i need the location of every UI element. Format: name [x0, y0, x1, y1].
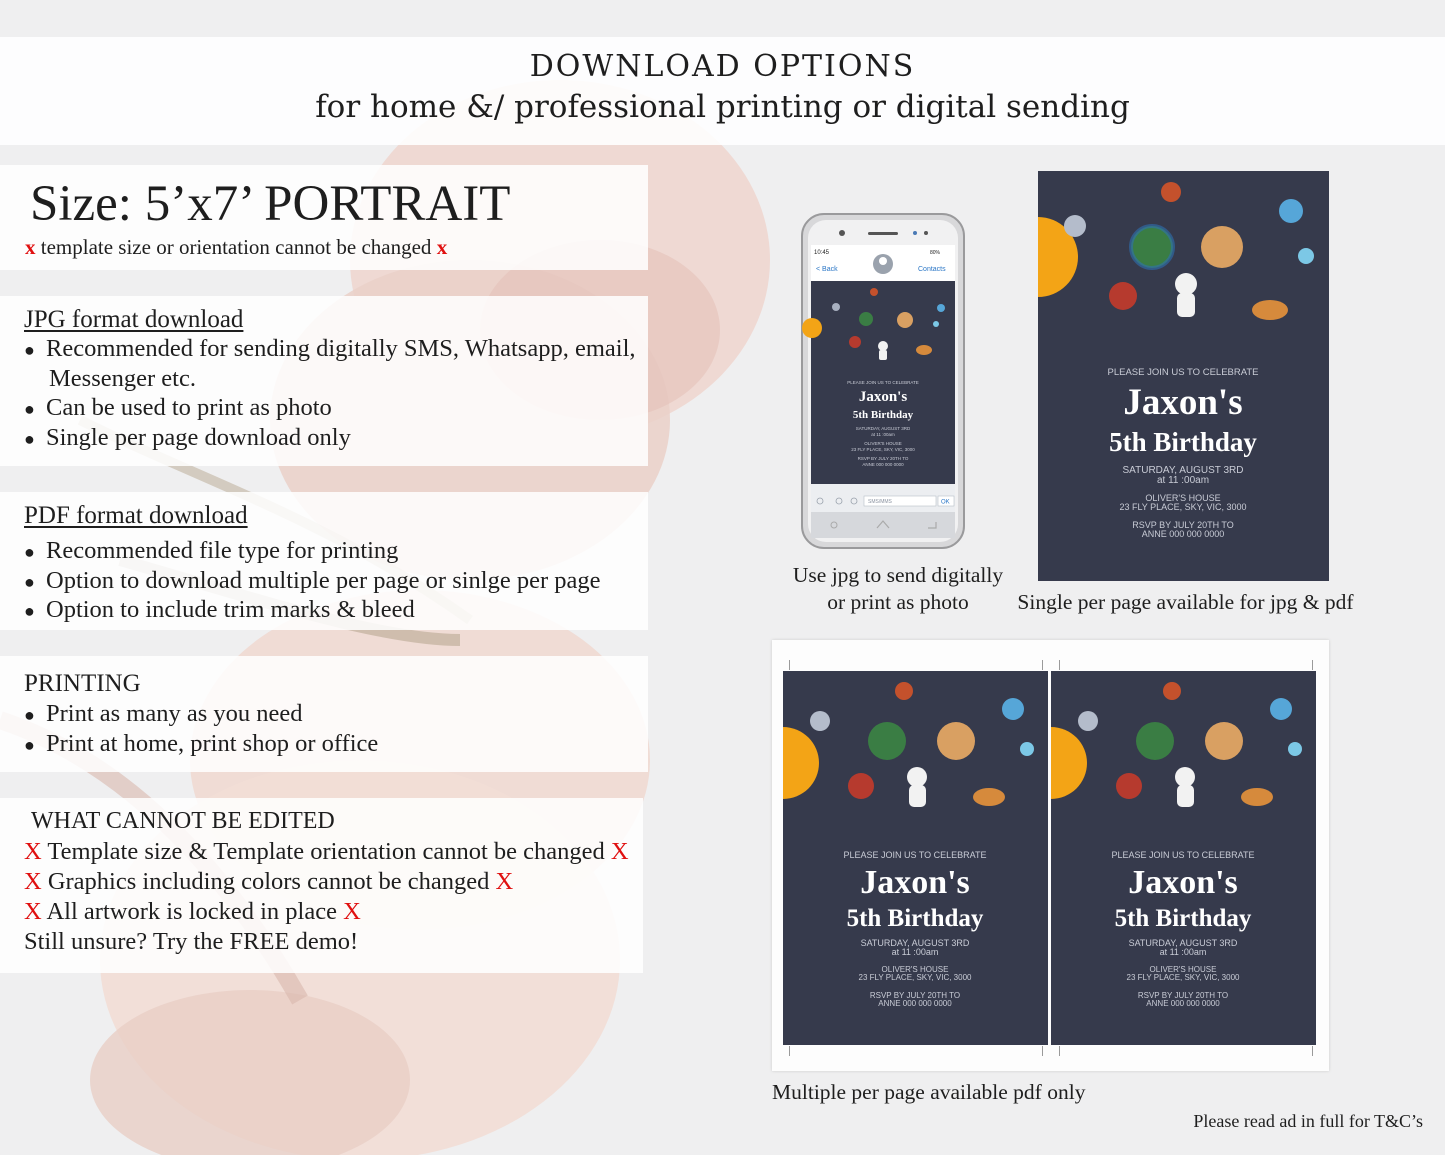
footnote: Please read ad in full for T&C’s: [1193, 1111, 1423, 1131]
svg-text:Contacts: Contacts: [918, 266, 946, 273]
list-item: ● Option to download multiple per page or sinlge per page: [24, 567, 601, 594]
svg-text:Jaxon's: Jaxon's: [860, 864, 970, 901]
phone-caption: Use jpg to send digitally or print as photo: [792, 563, 1004, 614]
svg-text:at 11 :00am: at 11 :00am: [1159, 947, 1207, 957]
svg-text:5th Birthday: 5th Birthday: [1109, 427, 1257, 457]
list-item: ● Recommended file type for printing: [24, 537, 399, 564]
list-item: X All artwork is locked in place X: [24, 898, 361, 925]
list-item: X Graphics including colors cannot be changed X: [24, 868, 514, 895]
pdf-panel: [0, 492, 648, 630]
list-item: ● Option to include trim marks & bleed: [24, 596, 415, 623]
svg-text:Jaxon's: Jaxon's: [1128, 864, 1238, 901]
svg-text:23 FLY PLACE, SKY, VIC, 3000: 23 FLY PLACE, SKY, VIC, 3000: [858, 973, 972, 982]
list-item: ● Single per page download only: [24, 424, 351, 451]
size-note: [25, 235, 447, 260]
svg-text:OLIVER'S HOUSE: OLIVER'S HOUSE: [1145, 493, 1221, 503]
svg-text:SMS/MMS: SMS/MMS: [868, 499, 892, 505]
phone-mockup: [800, 212, 966, 550]
svg-text:ANNE 000 000 0000: ANNE 000 000 0000: [1146, 999, 1220, 1008]
svg-text:PLEASE JOIN US TO CELEBRATE: PLEASE JOIN US TO CELEBRATE: [843, 850, 987, 860]
cannot-edit-heading: WHAT CANNOT BE EDITED: [31, 808, 335, 834]
svg-text:80%: 80%: [930, 250, 941, 256]
svg-text:5th Birthday: 5th Birthday: [852, 409, 914, 421]
multiple-per-page-sheet: [772, 640, 1329, 1071]
invitation-right-image: [1051, 671, 1316, 1045]
svg-text:SATURDAY, AUGUST 3RD: SATURDAY, AUGUST 3RD: [1122, 465, 1244, 476]
svg-text:OLIVER'S HOUSE: OLIVER'S HOUSE: [881, 965, 949, 974]
svg-text:OLIVER'S HOUSE: OLIVER'S HOUSE: [1149, 965, 1217, 974]
size-title: Size: 5’x7’ PORTRAIT: [30, 176, 511, 232]
x-mark: x: [436, 235, 448, 259]
svg-text:PLEASE JOIN US TO CELEBRATE: PLEASE JOIN US TO CELEBRATE: [847, 380, 919, 385]
svg-text:OK: OK: [941, 499, 950, 506]
svg-text:RSVP BY JULY 20TH TO: RSVP BY JULY 20TH TO: [1132, 520, 1234, 530]
svg-text:SATURDAY, AUGUST 3RD: SATURDAY, AUGUST 3RD: [860, 938, 970, 948]
svg-text:5th Birthday: 5th Birthday: [1114, 905, 1252, 932]
svg-text:RSVP BY JULY 20TH TO: RSVP BY JULY 20TH TO: [869, 991, 961, 1000]
size-panel: [0, 165, 648, 270]
list-item: X Template size & Template orientation cannot be changed X: [24, 838, 629, 865]
svg-text:SATURDAY, AUGUST 3RD: SATURDAY, AUGUST 3RD: [1128, 938, 1238, 948]
svg-text:PLEASE JOIN US TO CELEBRATE: PLEASE JOIN US TO CELEBRATE: [1111, 850, 1255, 860]
pdf-heading: PDF format download: [24, 502, 248, 529]
svg-text:< Back: < Back: [816, 266, 838, 273]
list-item: ● Print as many as you need: [24, 700, 303, 727]
single-caption: Single per page available for jpg & pdf: [1017, 590, 1354, 614]
demo-text: Still unsure? Try the FREE demo!: [24, 928, 359, 955]
invitation-single-image: [1038, 171, 1329, 581]
svg-text:Jaxon's: Jaxon's: [858, 389, 908, 405]
svg-text:ANNE 000 000 0000: ANNE 000 000 0000: [862, 462, 904, 467]
svg-text:RSVP BY JULY 20TH TO: RSVP BY JULY 20TH TO: [1137, 991, 1229, 1000]
svg-text:at 11 :00am: at 11 :00am: [891, 947, 939, 957]
printing-panel: [0, 656, 648, 772]
svg-text:RSVP BY JULY 20TH TO: RSVP BY JULY 20TH TO: [857, 456, 909, 461]
svg-text:at 11 :00am: at 11 :00am: [871, 432, 895, 437]
list-item: ● Print at home, print shop or office: [24, 730, 379, 757]
multiple-caption: Multiple per page available pdf only: [772, 1080, 1086, 1104]
header-banner: [0, 37, 1445, 145]
page-subtitle: for home &/ professional printing or digital sending: [315, 89, 1130, 125]
svg-text:ANNE 000 000 0000: ANNE 000 000 0000: [1141, 529, 1225, 539]
svg-text:ANNE 000 000 0000: ANNE 000 000 0000: [878, 999, 952, 1008]
svg-text:SATURDAY, AUGUST 3RD: SATURDAY, AUGUST 3RD: [855, 426, 911, 431]
svg-text:23 FLY PLACE, SKY, VIC, 3000: 23 FLY PLACE, SKY, VIC, 3000: [1119, 502, 1247, 512]
svg-text:OLIVER'S HOUSE: OLIVER'S HOUSE: [864, 441, 902, 446]
printing-heading: PRINTING: [24, 670, 141, 697]
svg-text:5th Birthday: 5th Birthday: [846, 905, 984, 932]
svg-text:at 11 :00am: at 11 :00am: [1156, 475, 1210, 486]
list-item: ● Can be used to print as photo: [24, 394, 332, 421]
list-item: ● Recommended for sending digitally SMS, Whatsapp, email,: [24, 335, 636, 362]
page-title: DOWNLOAD OPTIONS: [529, 49, 916, 84]
cannot-edit-panel: [0, 798, 643, 973]
list-item: Messenger etc.: [49, 365, 196, 392]
svg-text:Jaxon's: Jaxon's: [1123, 382, 1243, 423]
svg-text:PLEASE JOIN US TO CELEBRATE: PLEASE JOIN US TO CELEBRATE: [1107, 367, 1259, 378]
jpg-heading: JPG format download: [24, 306, 244, 333]
svg-text:23 FLY PLACE, SKY, VIC, 3000: 23 FLY PLACE, SKY, VIC, 3000: [1126, 973, 1240, 982]
svg-text:23 FLY PLACE, SKY, VIC, 3000: 23 FLY PLACE, SKY, VIC, 3000: [851, 447, 915, 452]
invitation-left-image: [783, 671, 1048, 1045]
jpg-panel: [0, 296, 648, 466]
size-note-text: template size or orientation cannot be changed: [40, 235, 432, 259]
svg-text:10:45: 10:45: [814, 250, 830, 256]
x-mark: x: [25, 235, 36, 259]
